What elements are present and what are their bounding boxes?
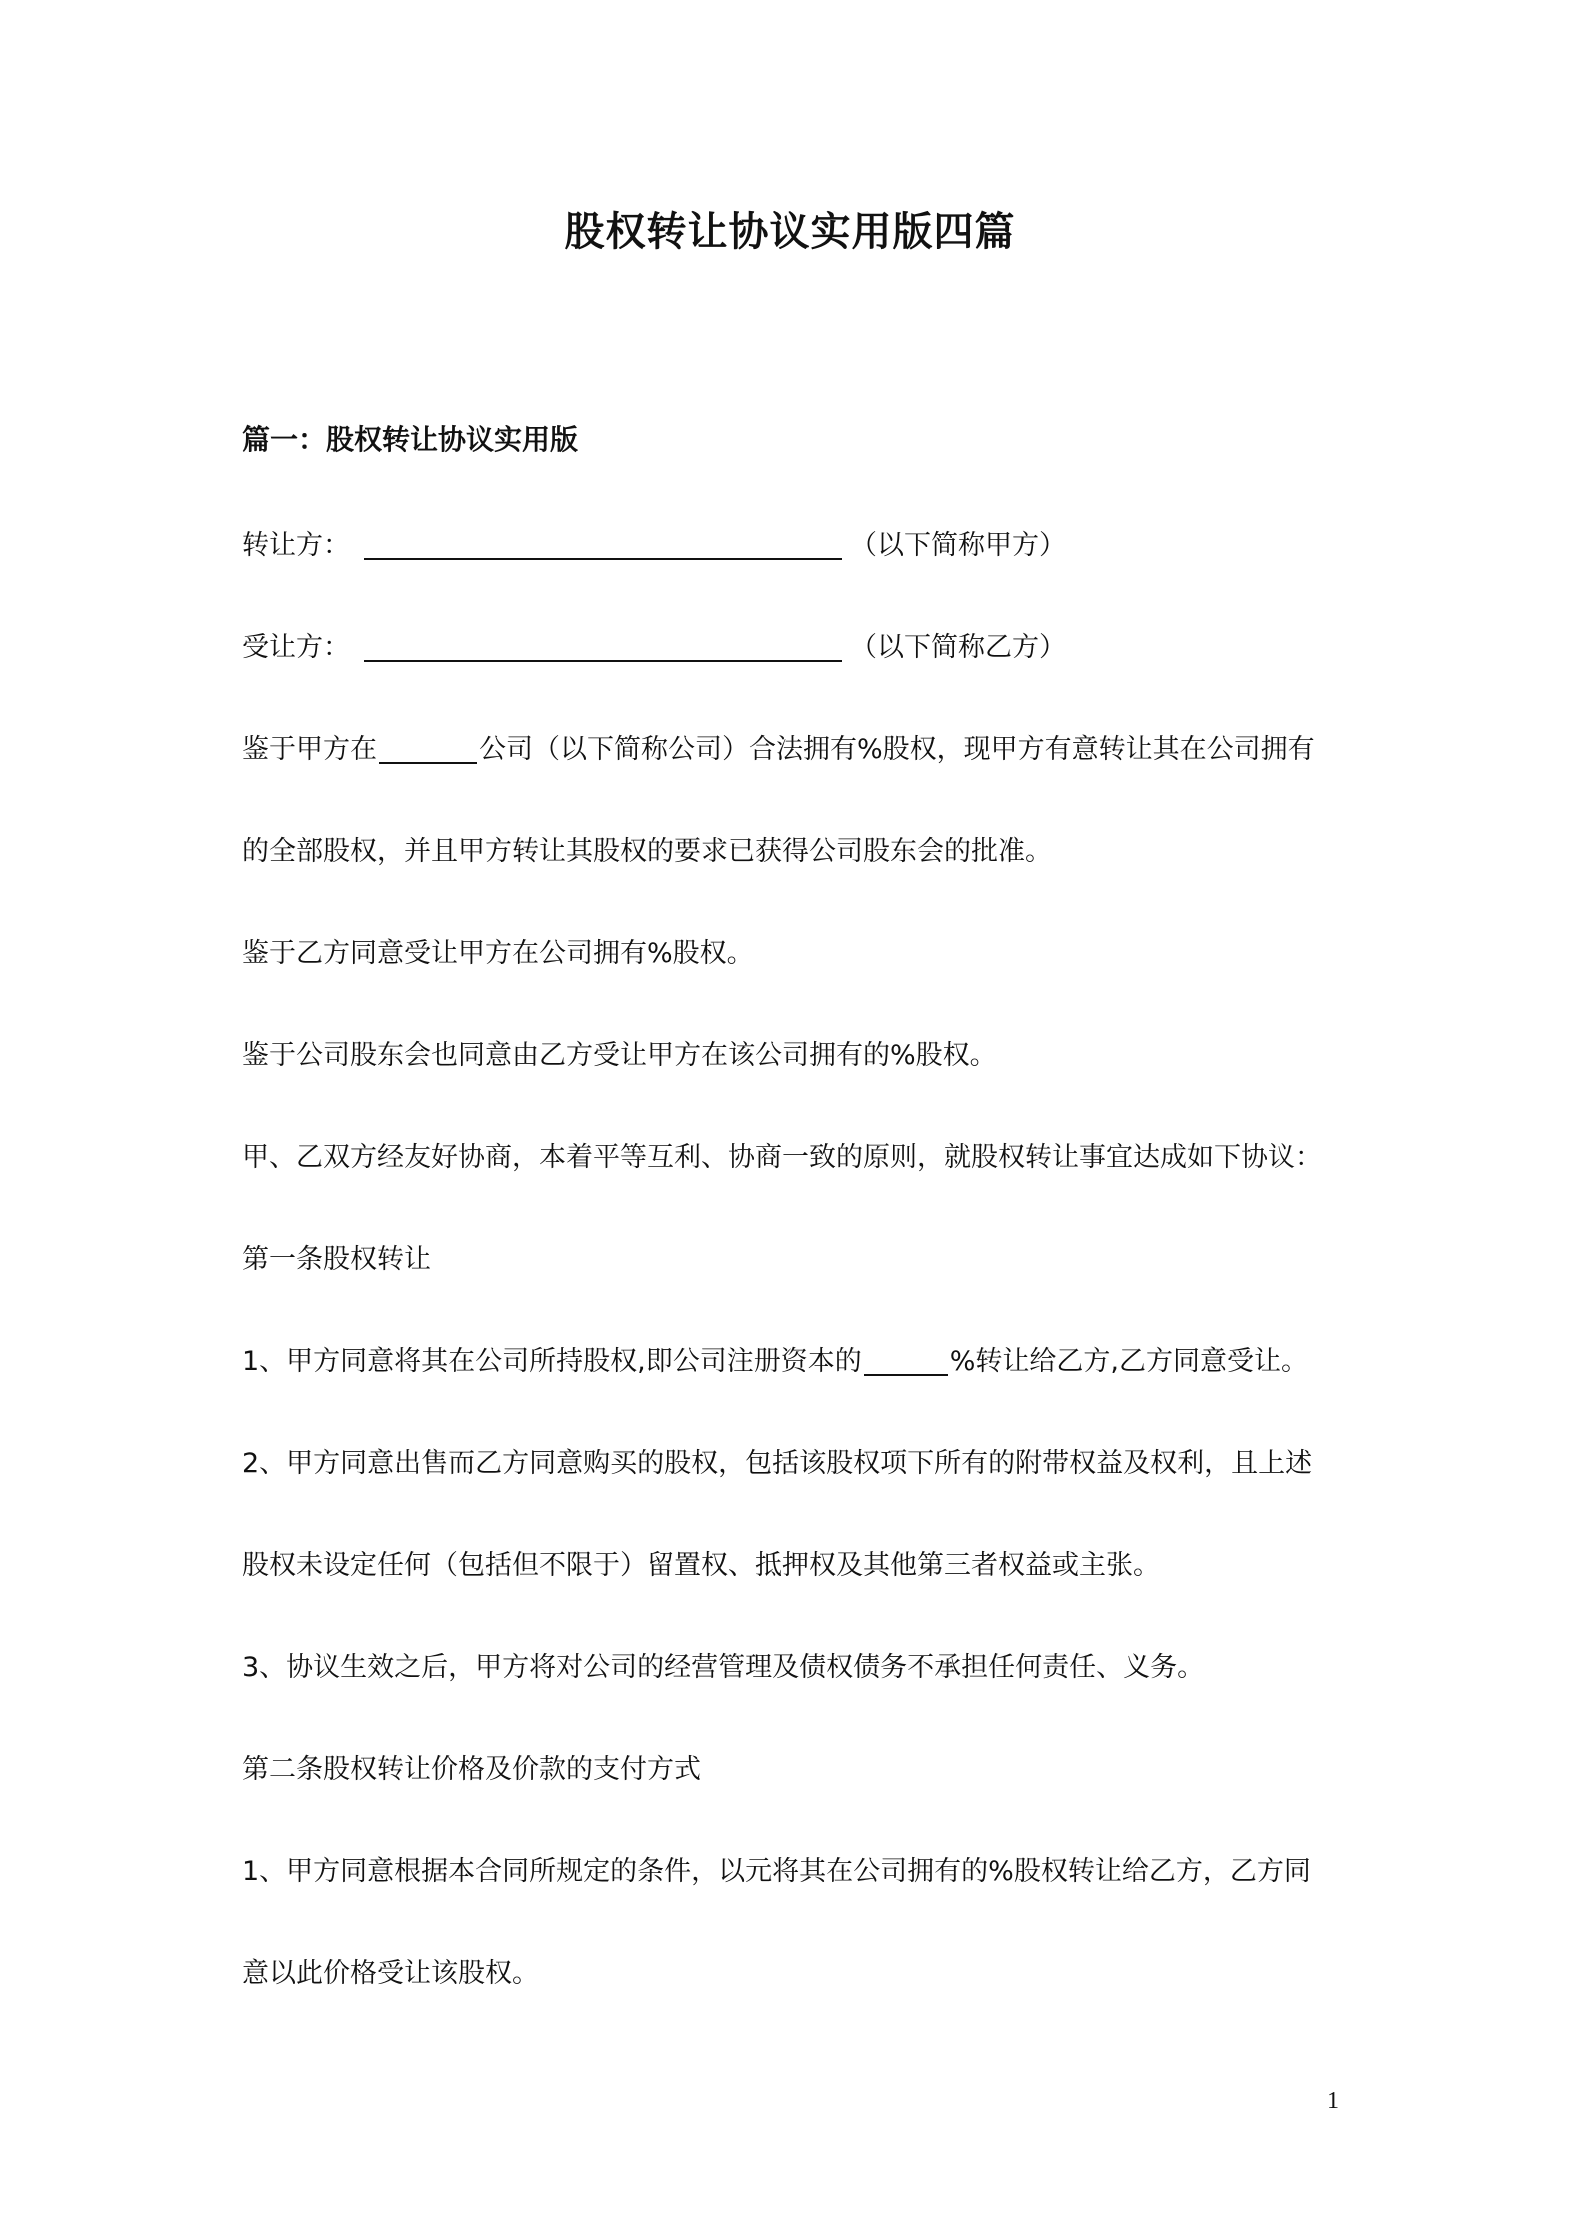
para1-prefix: 鉴于甲方在: [242, 734, 377, 765]
party-b-label: 受让方：: [242, 632, 350, 663]
clause-line: [242, 1344, 1308, 1380]
article-heading: 第二条股权转让价格及价款的支付方式: [242, 1754, 701, 1785]
party-a-line: [242, 528, 1066, 564]
article-heading: 第一条股权转让: [242, 1244, 431, 1275]
clause-line: 3、协议生效之后，甲方将对公司的经营管理及债权债务不承担任何责任、义务。: [242, 1652, 1205, 1683]
percent-blank: [864, 1344, 948, 1376]
section-heading: 篇一：股权转让协议实用版: [242, 423, 579, 456]
clause-line: 1、甲方同意根据本合同所规定的条件，以元将其在公司拥有的%股权转让给乙方，乙方同: [242, 1856, 1311, 1887]
party-b-line: [242, 630, 1066, 666]
paragraph-line: [242, 732, 1315, 768]
clause-line: 意以此价格受让该股权。: [242, 1958, 539, 1989]
paragraph-line: 鉴于乙方同意受让甲方在公司拥有%股权。: [242, 938, 754, 969]
para1-suffix: 公司（以下简称公司）合法拥有%股权，现甲方有意转让其在公司拥有: [479, 734, 1315, 765]
paragraph-line: 的全部股权，并且甲方转让其股权的要求已获得公司股东会的批准。: [242, 836, 1052, 867]
party-a-suffix: （以下简称甲方）: [850, 530, 1066, 561]
company-name-blank: [379, 732, 477, 764]
document-title: 股权转让协议实用版四篇: [564, 209, 1016, 255]
page-number: 1: [1327, 2088, 1339, 2114]
party-b-blank: [364, 630, 842, 662]
clause-suffix: %转让给乙方,乙方同意受让。: [949, 1346, 1309, 1377]
clause-line: 股权未设定任何（包括但不限于）留置权、抵押权及其他第三者权益或主张。: [242, 1550, 1160, 1581]
party-a-blank: [364, 528, 842, 560]
paragraph-line: 鉴于公司股东会也同意由乙方受让甲方在该公司拥有的%股权。: [242, 1040, 997, 1071]
party-b-suffix: （以下简称乙方）: [850, 632, 1066, 663]
paragraph-line: 甲、乙双方经友好协商，本着平等互利、协商一致的原则，就股权转让事宜达成如下协议：: [242, 1142, 1322, 1173]
clause-line: 2、甲方同意出售而乙方同意购买的股权，包括该股权项下所有的附带权益及权利，且上述: [242, 1448, 1313, 1479]
party-a-label: 转让方：: [242, 530, 350, 561]
clause-prefix: 1、甲方同意将其在公司所持股权,即公司注册资本的: [242, 1346, 862, 1377]
